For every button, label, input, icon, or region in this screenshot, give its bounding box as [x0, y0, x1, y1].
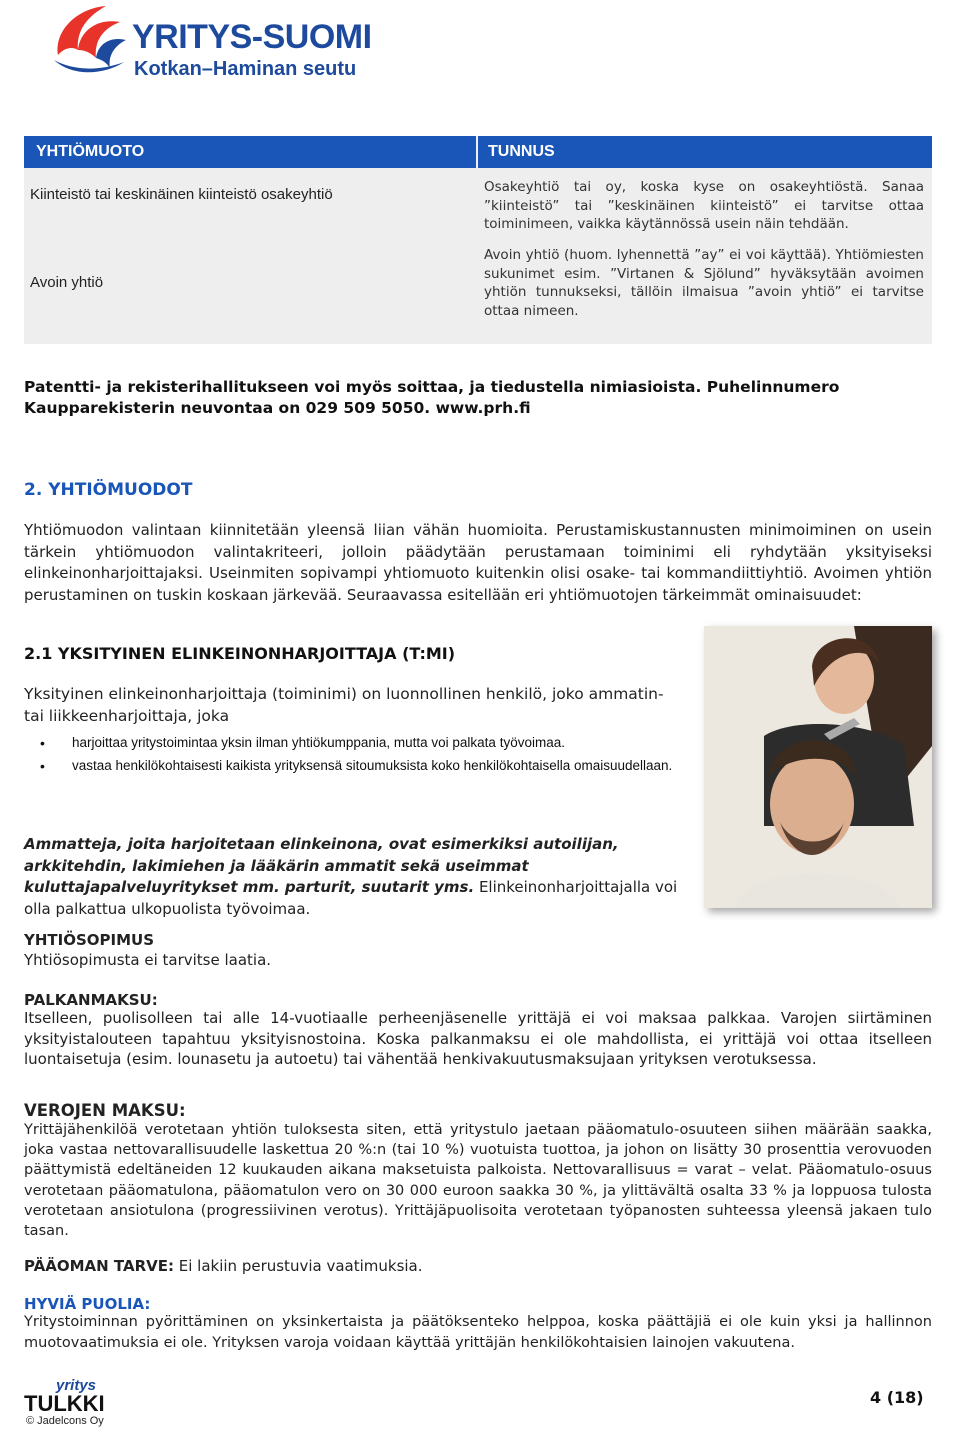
list-item: • harjoittaa yritystoimintaa yksin ilman yhtiökumppania, mutta voi palkata työvoimaa.: [40, 733, 680, 754]
brand-region: Kotkan–Haminan seutu: [134, 58, 357, 80]
prh-notice: Patentti- ja rekisterihallitukseen voi myös soittaa, ja tiedustella nimiasioista. Puhelinnumero Kaupparekisterin neuvontaa on 029 509 5050. www.prh.fi: [24, 378, 840, 417]
page-number: 4 (18): [870, 1388, 924, 1407]
capital-paragraph: [24, 1256, 932, 1277]
salary-text: Itselleen, puolisolleen tai alle 14-vuotiaalle perheenjäsenelle yrittäjä ei voi maksaa palkkaa. Varojen siirtäminen yksityistalouteen tapahtuu yksityisnostoina. Koska palkanmaksu ei ole mahdollista, ei yrittäjä voi ottaa itselleen luontaisetuja (esim. lounasetu ja autoetu) tai vähentää henkivakuutusmaksujaan yrityksen verotuksessa.: [24, 1009, 932, 1068]
examples-bold-text: Ammatteja, joita harjoitetaan elinkeinona, ovat esimerkiksi autoilijan, arkkitehdin, lakimiehen ja lääkärin ammatit sekä useimmat kuluttajapalveluyritykset mm. parturit, suutarit yms.: [24, 835, 619, 896]
pros-heading: HYVIÄ PUOLIA:: [24, 1295, 151, 1313]
brand-name: YRITYS-SUOMI: [132, 18, 372, 56]
table-cell-form: Kiinteistö tai keskinäinen kiinteistö osakeyhtiö: [30, 186, 333, 203]
subsection-title: 2.1 YKSITYINEN ELINKEINONHARJOITTAJA (T:MI): [24, 644, 456, 663]
salary-heading: PALKANMAKSU:: [24, 991, 158, 1009]
copyright: © Jadelcons Oy: [26, 1415, 104, 1427]
yritystulkki-logo: [24, 1377, 134, 1427]
capital-heading: PÄÄOMAN TARVE:: [24, 1257, 174, 1275]
table-cell-form: Avoin yhtiö: [30, 274, 104, 291]
hairdresser-photo: [704, 626, 932, 908]
swirl-logo-icon: [48, 0, 132, 80]
section-title: 2. YHTIÖMUODOT: [24, 480, 193, 500]
agreement-heading: YHTIÖSOPIMUS: [24, 931, 155, 949]
table-cell-identifier: Osakeyhtiö tai oy, koska kyse on osakeyhtiöstä. Sanaa ”kiinteistö” tai ”keskinäinen kiinteistö” ei tarvitse ottaa toiminimeen, vaikka käytännössä usein näin tehdään.: [484, 179, 924, 232]
table-header-identifier: TUNNUS: [478, 136, 932, 168]
subsection-intro: Yksityinen elinkeinonharjoittaja (toiminimi) on luonnollinen henkilö, joko ammatin- tai liikkeenharjoittaja, joka: [24, 685, 664, 725]
pros-text: Yritystoiminnan pyörittäminen on yksinkertaista ja päätöksenteko helppoa, koska päättäjiä ei ole kuin yksi ja hallinnon muotovaatimuksia ei ole. Yrityksen varoja voidaan käyttää yrittäjän henkilökohtaisien lainojen vakuutena.: [24, 1314, 932, 1351]
section-body: Yhtiömuodon valintaan kiinnitetään yleensä liian vähän huomioita. Perustamiskustannusten minimoiminen on usein tärkein yhtiömuodon valintakriteeri, jolloin päädytään perustamaan toiminimi eli ryhdytään yksityiseksi elinkeinonharjoittajaksi. Useinmiten sopivampi yhtiomuoto kuitenkin olisi osake- tai kommandiittiyhtiö. Avoimen yhtiön perustaminen on tuskin koskaan järkevää. Seuraavassa esitellään eri yhtiömuotojen tärkeimmät ominaisuudet:: [24, 521, 932, 604]
tax-text: Yrittäjähenkilöä verotetaan yhtiön tuloksesta siten, että yritystulo jaetaan pääomatulo-osuuteen siihen määrään saakka, joka vastaa nettovarallisuudelle laskettua 20 %:n (tai 10 %) vuotuista tuottoa, ja johon on lisätty 30 prosenttia verovuoden päättymistä edeltäneiden 12 kuukauden aikana maksetuista palkoista. Nettovarallisuus = varat – velat. Pääomatulo-osuus verotetaan pääomatulona, pääomatulon vero on 30 000 euroon saakka 30 %, ja ylittävältä osalta 33 % ja loppuosa tulosta verotetaan ansiotulona (progressiivinen verotus). Yrittäjäpuolisoita verotetaan työpanosten suhteessa yleensä jakaen tulo tasan.: [24, 1122, 932, 1240]
bullet-list: [40, 733, 680, 776]
hairdresser-image-icon: [704, 626, 932, 908]
list-item: • vastaa henkilökohtaisesti kaikista yrityksensä sitoumuksista koko henkilökohtaisella omaisuudellaan.: [40, 756, 680, 777]
logo-main-word: TULKKI: [24, 1391, 105, 1416]
examples-rest-text: Elinkeinonharjoittajalla voi olla palkattua ulkopuolista työvoimaa.: [24, 878, 678, 918]
examples-paragraph: [24, 834, 696, 920]
yritys-suomi-logo: [48, 0, 378, 88]
tax-heading: VEROJEN MAKSU:: [24, 1101, 186, 1120]
table-header-form: YHTIÖMUOTO: [24, 136, 476, 168]
logo-top-word: yritys: [56, 1377, 97, 1394]
agreement-text: Yhtiösopimusta ei tarvitse laatia.: [24, 951, 272, 969]
capital-text: Ei lakiin perustuvia vaatimuksia.: [173, 1257, 423, 1275]
company-form-table: [24, 136, 932, 344]
table-cell-identifier: Avoin yhtiö (huom. lyhennettä ”ay” ei voi käyttää). Yhtiömiesten sukunimet esim. ”Virtanen & Sjölund” hyväksytään avoimen yhtiön tunnukseksi, tällöin ilmaisua ”avoin yhtiö” ei tarvitse ottaa nimeen.: [484, 247, 924, 319]
